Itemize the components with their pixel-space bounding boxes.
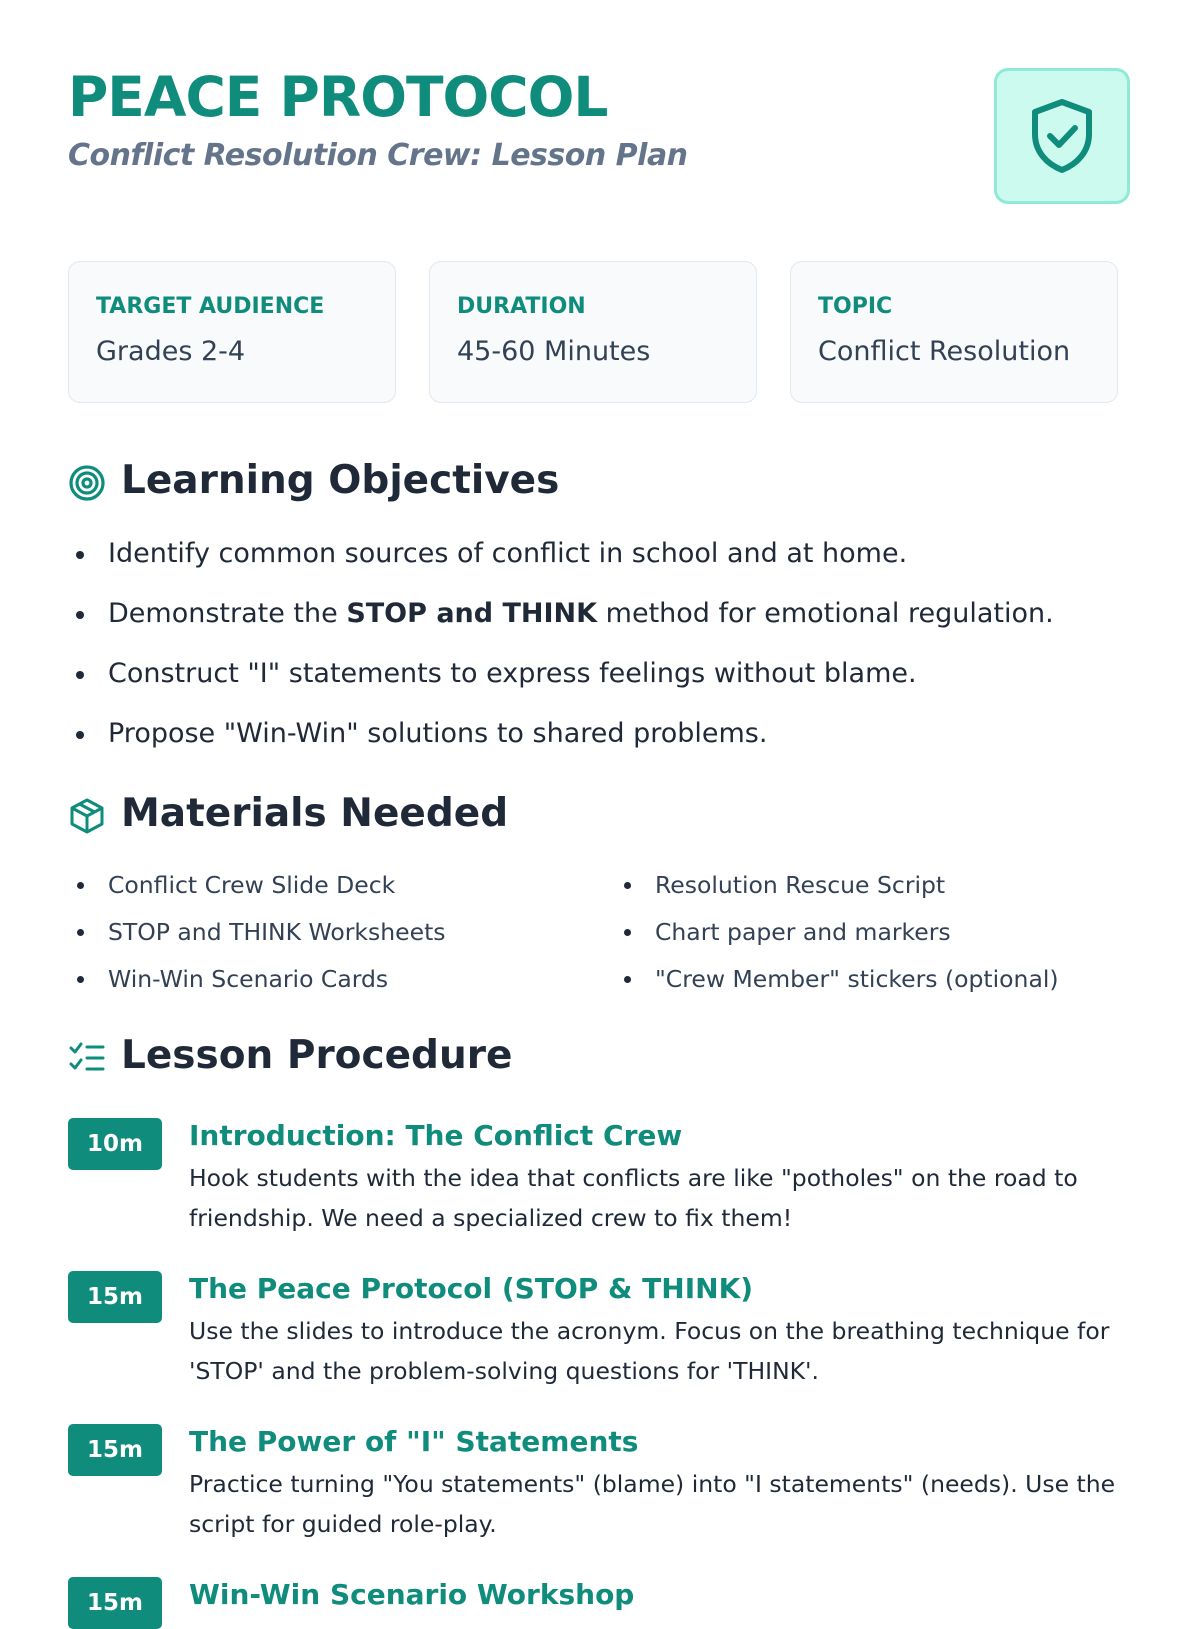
info-card-topic — [790, 261, 1118, 403]
time-badge: 15m — [68, 1271, 162, 1323]
shield-check-icon — [1029, 98, 1095, 174]
list-item: STOP and THINK Worksheets — [68, 917, 446, 964]
list-item: Chart paper and markers — [615, 917, 1059, 964]
info-cards — [68, 261, 1134, 403]
card-value: Conflict Resolution — [818, 336, 1071, 367]
target-icon — [68, 464, 106, 502]
card-label: TARGET AUDIENCE — [96, 294, 325, 319]
list-item: Identify common sources of conflict in school and at home. — [68, 534, 1134, 594]
info-card-audience — [68, 261, 396, 403]
section-title: Materials Needed — [121, 791, 509, 836]
card-value: 45-60 Minutes — [457, 336, 651, 367]
step-description: Practice turning "You statements" (blame) into "I statements" (needs). Use the script for guided role-play. — [189, 1470, 1116, 1538]
emphasis-text: STOP and THINK — [346, 598, 598, 629]
shield-badge — [994, 68, 1130, 204]
card-label: TOPIC — [818, 294, 893, 319]
page-header — [68, 66, 1134, 206]
checklist-icon — [68, 1039, 106, 1077]
section-title: Learning Objectives — [121, 458, 560, 503]
info-card-duration — [429, 261, 757, 403]
list-item: Win-Win Scenario Cards — [68, 964, 446, 1011]
objectives-list — [68, 534, 1134, 774]
list-item: Conflict Crew Slide Deck — [68, 870, 446, 917]
list-item — [68, 594, 1134, 654]
step-title: Win-Win Scenario Workshop — [189, 1578, 635, 1611]
page-title: PEACE PROTOCOL — [68, 65, 608, 129]
step-description: Hook students with the idea that conflicts are like "potholes" on the road to friendship. We need a specialized crew to fix them! — [189, 1164, 1078, 1232]
step-title: The Power of "I" Statements — [189, 1425, 639, 1458]
materials-column-left — [68, 870, 446, 1011]
section-title: Lesson Procedure — [121, 1033, 513, 1078]
card-label: DURATION — [457, 294, 586, 319]
list-item: Construct "I" statements to express feelings without blame. — [68, 654, 1134, 714]
list-item: Propose "Win-Win" solutions to shared problems. — [68, 714, 1134, 774]
text-segment: method for emotional regulation. — [597, 598, 1054, 629]
box-icon — [68, 797, 106, 835]
page-subtitle: Conflict Resolution Crew: Lesson Plan — [68, 138, 688, 173]
step-title: The Peace Protocol (STOP & THINK) — [189, 1272, 754, 1305]
step-title: Introduction: The Conflict Crew — [189, 1119, 683, 1152]
card-value: Grades 2-4 — [96, 336, 246, 367]
time-badge: 15m — [68, 1424, 162, 1476]
list-item: Resolution Rescue Script — [615, 870, 1059, 917]
time-badge: 15m — [68, 1577, 162, 1629]
step-description: Use the slides to introduce the acronym. Focus on the breathing technique for 'STOP' and the problem-solving questions for 'THINK'. — [189, 1317, 1110, 1385]
list-item: "Crew Member" stickers (optional) — [615, 964, 1059, 1011]
text-segment: Demonstrate the — [108, 598, 347, 629]
time-badge: 10m — [68, 1118, 162, 1170]
materials-column-right — [615, 870, 1059, 1011]
